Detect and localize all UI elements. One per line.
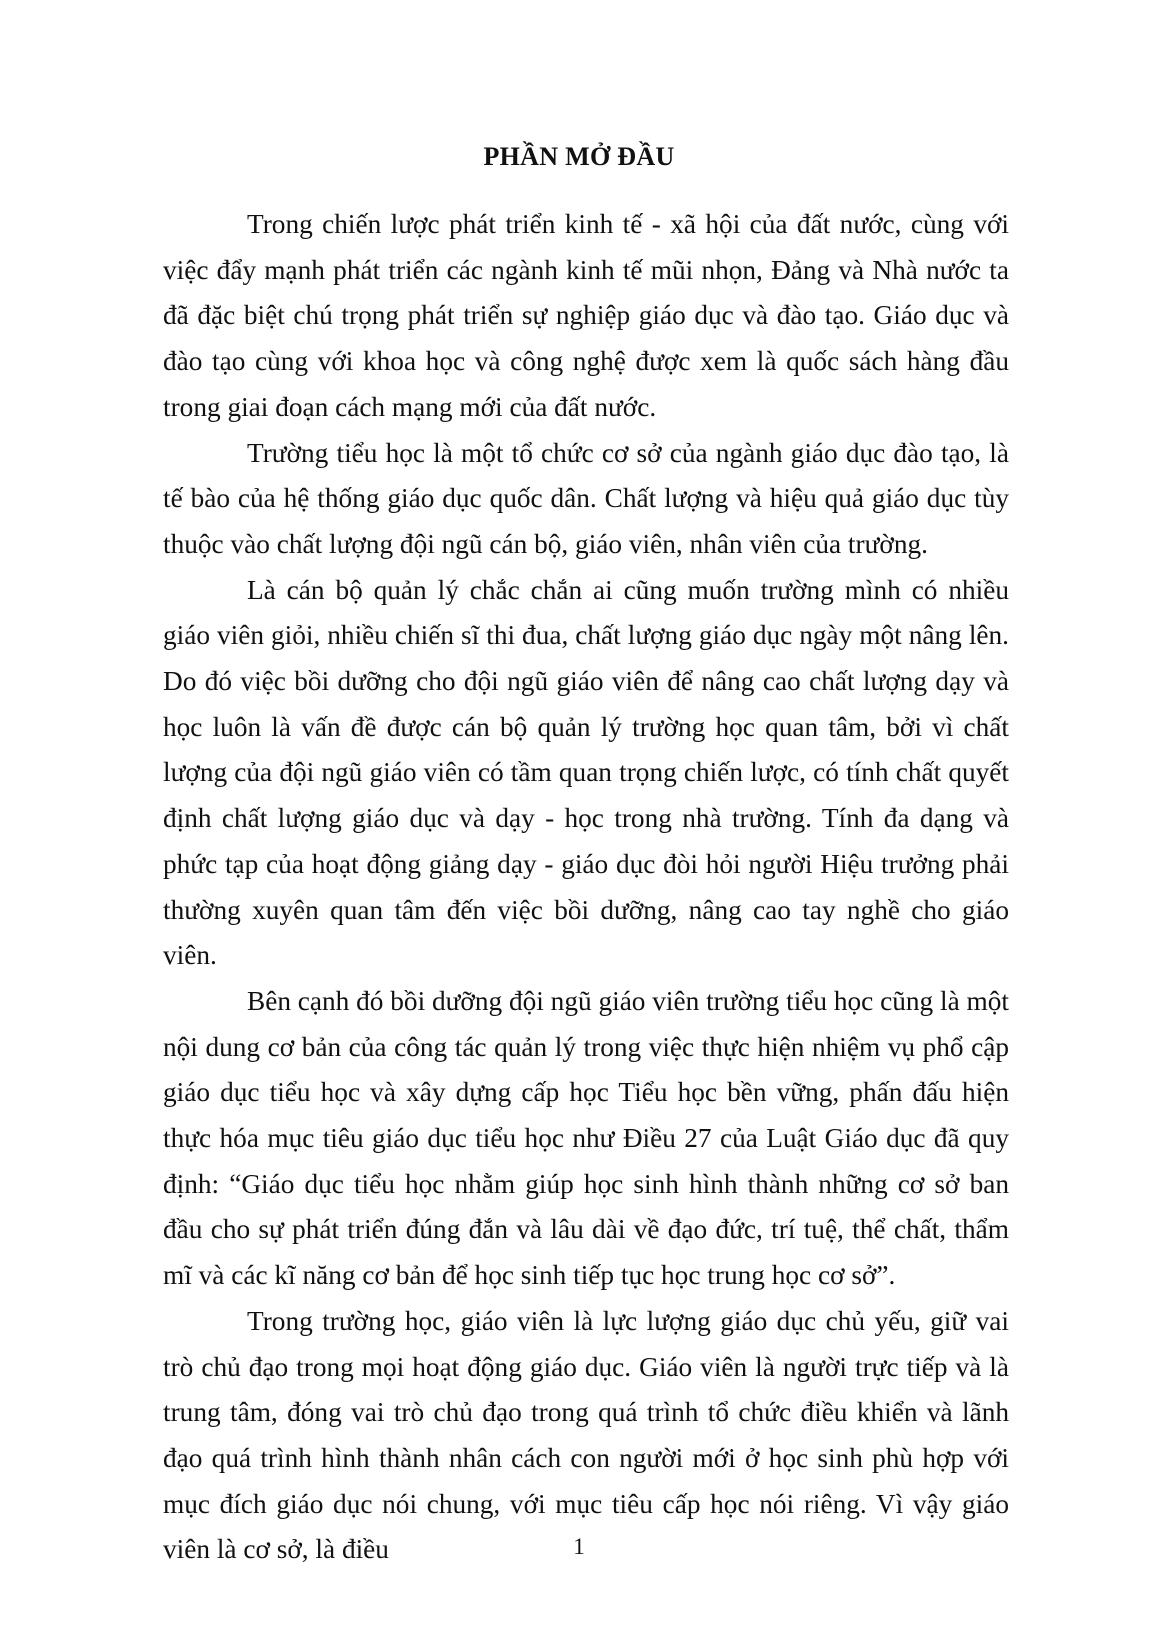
page-title: PHẦN MỞ ĐẦU	[483, 142, 675, 171]
paragraph: Bên cạnh đó bồi dưỡng đội ngũ giáo viên trường tiểu học cũng là một nội dung cơ bản của công tác quản lý trong việc thực hiện nhiệm vụ phổ cập giáo dục tiểu học và xây dựng cấp học Tiểu học bền vững, phấn đấu hiện thực hóa mục tiêu giáo dục tiểu học như Điều 27 của Luật Giáo dục đã quy định: “Giáo dục tiểu học nhằm giúp học sinh hình thành những cơ sở ban đầu cho sự phát triển đúng đắn và lâu dài về đạo đức, trí tuệ, thể chất, thẩm mĩ và các kĩ năng cơ bản để học sinh tiếp tục học trung học cơ sở”.	[163, 985, 1009, 1291]
paragraph: Trong chiến lược phát triển kinh tế - xã hội của đất nước, cùng với việc đẩy mạnh phát triển các ngành kinh tế mũi nhọn, Đảng và Nhà nước ta đã đặc biệt chú trọng phát triển sự nghiệp giáo dục và đào tạo. Giáo dục và đào tạo cùng với khoa học và công nghệ được xem là quốc sách hàng đầu trong giai đoạn cách mạng mới của đất nước.	[163, 209, 1009, 422]
paragraph: Trong trường học, giáo viên là lực lượng giáo dục chủ yếu, giữ vai trò chủ đạo trong mọi hoạt động giáo dục. Giáo viên là người trực tiếp và là trung tâm, đóng vai trò chủ đạo trong quá trình tổ chức điều khiển và lãnh đạo quá trình hình thành nhân cách con người mới ở học sinh phù hợp với mục đích giáo dục nói chung, với mục tiêu cấp học nói riêng. Vì vậy giáo viên là cơ sở, là điều	[163, 1305, 1009, 1565]
paragraph: Trường tiểu học là một tổ chức cơ sở của ngành giáo dục đào tạo, là tế bào của hệ thống giáo dục quốc dân. Chất lượng và hiệu quả giáo dục tùy thuộc vào chất lượng đội ngũ cán bộ, giáo viên, nhân viên của trường.	[163, 437, 1009, 559]
paragraph: Là cán bộ quản lý chắc chắn ai cũng muốn trường mình có nhiều giáo viên giỏi, nhiều chiến sĩ thi đua, chất lượng giáo dục ngày một nâng lên. Do đó việc bồi dưỡng cho đội ngũ giáo viên để nâng cao chất lượng dạy và học luôn là vấn đề được cán bộ quản lý trường học quan tâm, bởi vì chất lượng của đội ngũ giáo viên có tầm quan trọng chiến lược, có tính chất quyết định chất lượng giáo dục và dạy - học trong nhà trường. Tính đa dạng và phức tạp của hoạt động giảng dạy - giáo dục đòi hỏi người Hiệu trưởng phải thường xuyên quan tâm đến việc bồi dưỡng, nâng cao tay nghề cho giáo viên.	[163, 574, 1009, 971]
body-text	[163, 202, 1009, 1573]
page-number: 1	[573, 1534, 585, 1559]
